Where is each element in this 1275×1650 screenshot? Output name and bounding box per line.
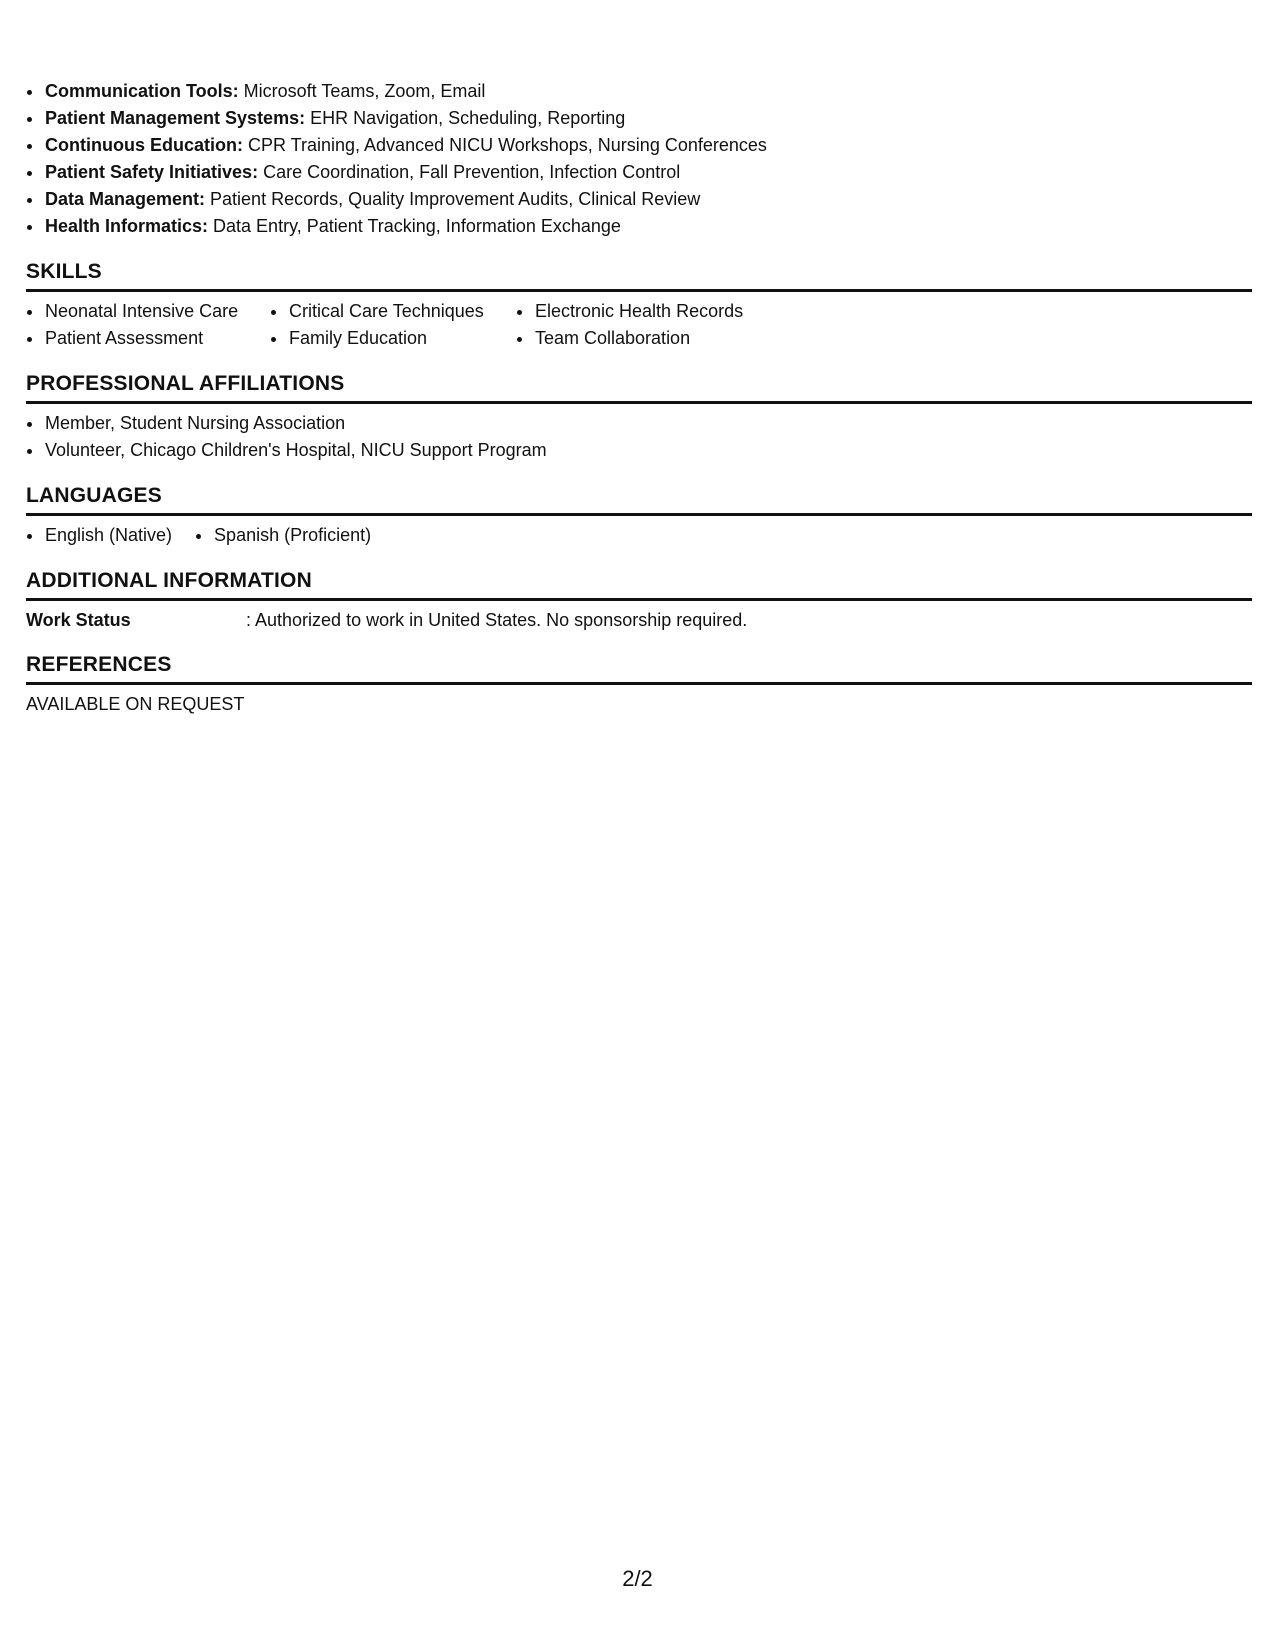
item-label: Health Informatics:	[45, 216, 209, 236]
resume-page	[26, 79, 1252, 717]
section-divider	[26, 513, 1252, 516]
language-item: English (Native)	[26, 522, 172, 549]
item-label: Continuous Education:	[45, 135, 243, 155]
affiliations-section	[26, 371, 1252, 464]
technical-list	[26, 78, 1252, 240]
skill-item: Family Education	[270, 325, 516, 352]
list-item	[26, 159, 1252, 186]
list-item	[26, 213, 1252, 240]
section-divider	[26, 401, 1252, 404]
work-status-label: Work Status	[26, 610, 131, 630]
section-title: REFERENCES	[26, 653, 172, 676]
item-text: Care Coordination, Fall Prevention, Infection Control	[258, 162, 681, 182]
affiliation-item: Member, Student Nursing Association	[26, 410, 1252, 437]
section-title: SKILLS	[26, 260, 102, 283]
language-item: Spanish (Proficient)	[195, 522, 371, 549]
references-section	[26, 652, 1252, 717]
skill-item: Electronic Health Records	[516, 298, 816, 325]
list-item	[26, 105, 1252, 132]
list-item	[26, 186, 1252, 213]
skill-item: Critical Care Techniques	[270, 298, 516, 325]
affiliation-item: Volunteer, Chicago Children's Hospital, NICU Support Program	[26, 437, 1252, 464]
skills-section	[26, 259, 1252, 352]
item-label: Patient Management Systems:	[45, 108, 306, 128]
item-label: Patient Safety Initiatives:	[45, 162, 259, 182]
work-status-value: : Authorized to work in United States. No sponsorship required.	[246, 610, 748, 630]
languages-list	[26, 522, 1252, 549]
work-status-row	[26, 607, 1252, 633]
skill-item: Neonatal Intensive Care	[26, 298, 270, 325]
item-text: Patient Records, Quality Improvement Audits, Clinical Review	[205, 189, 701, 209]
item-label: Communication Tools:	[45, 81, 239, 101]
list-item	[26, 132, 1252, 159]
item-text: Microsoft Teams, Zoom, Email	[238, 81, 486, 101]
skill-item: Team Collaboration	[516, 325, 816, 352]
skills-list	[26, 298, 1252, 352]
section-title: ADDITIONAL INFORMATION	[26, 569, 312, 592]
references-text: AVAILABLE ON REQUEST	[26, 694, 245, 714]
additional-section	[26, 568, 1252, 633]
item-text: Data Entry, Patient Tracking, Information Exchange	[208, 216, 621, 236]
item-text: EHR Navigation, Scheduling, Reporting	[305, 108, 626, 128]
section-title: PROFESSIONAL AFFILIATIONS	[26, 372, 345, 395]
section-divider	[26, 289, 1252, 292]
page-number: 2/2	[622, 1566, 653, 1591]
section-divider	[26, 682, 1252, 685]
section-divider	[26, 598, 1252, 601]
item-label: Data Management:	[45, 189, 206, 209]
affiliations-list	[26, 410, 1252, 464]
languages-section	[26, 483, 1252, 549]
list-item	[26, 78, 1252, 105]
skill-item: Patient Assessment	[26, 325, 270, 352]
section-title: LANGUAGES	[26, 484, 162, 507]
item-text: CPR Training, Advanced NICU Workshops, Nursing Conferences	[242, 135, 767, 155]
